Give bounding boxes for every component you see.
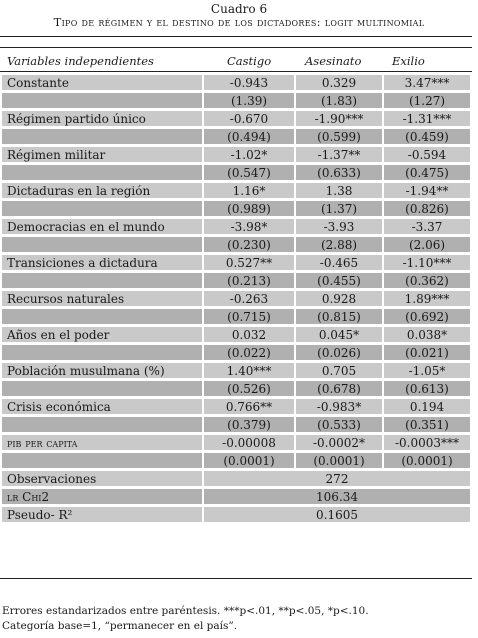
stat-row (2, 471, 470, 486)
stat-row (2, 507, 470, 522)
se-cell: (2.06) (384, 237, 470, 252)
se-cell: (0.213) (204, 273, 294, 288)
se-label-cell (2, 93, 202, 108)
coef-row (2, 147, 470, 162)
coef-cell: -0.00008 (204, 435, 294, 450)
se-row (2, 237, 470, 252)
coef-cell: -0.943 (204, 75, 294, 90)
variable-label: Población musulmana (%) (2, 363, 202, 378)
header-castigo: Castigo (227, 54, 272, 68)
coef-cell: 1.38 (296, 183, 382, 198)
coef-cell: 0.527** (204, 255, 294, 270)
se-cell: (0.230) (204, 237, 294, 252)
coef-cell: 0.329 (296, 75, 382, 90)
coef-cell: -1.10*** (384, 255, 470, 270)
variable-label: Transiciones a dictadura (2, 255, 202, 270)
variable-label: pib per capita (2, 435, 202, 450)
coef-cell: 1.16* (204, 183, 294, 198)
se-label-cell (2, 453, 202, 468)
se-row (2, 129, 470, 144)
se-label-cell (2, 201, 202, 216)
se-cell: (0.026) (296, 345, 382, 360)
se-label-cell (2, 345, 202, 360)
coef-cell: -0.0003*** (384, 435, 470, 450)
se-cell: (0.0001) (296, 453, 382, 468)
stat-value: 272 (204, 471, 470, 486)
se-cell: (0.633) (296, 165, 382, 180)
coef-cell: 0.038* (384, 327, 470, 342)
variable-label: Régimen militar (2, 147, 202, 162)
stat-row (2, 489, 470, 504)
bottom-rule (0, 578, 472, 579)
coef-cell: -1.90*** (296, 111, 382, 126)
footnote-1: Errores estandarizados entre paréntesis. ***p<.01, **p<.05, *p<.10. (2, 605, 369, 617)
coef-row (2, 183, 470, 198)
se-cell: (0.526) (204, 381, 294, 396)
coef-cell: 0.032 (204, 327, 294, 342)
se-row (2, 201, 470, 216)
se-cell: (0.0001) (384, 453, 470, 468)
se-label-cell (2, 237, 202, 252)
coef-row (2, 363, 470, 378)
se-cell: (0.475) (384, 165, 470, 180)
se-label-cell (2, 381, 202, 396)
variable-label: Dictaduras en la región (2, 183, 202, 198)
table-caption: Cuadro 6 (210, 2, 268, 16)
stat-value: 106.34 (204, 489, 470, 504)
table-title: Tipo de régimen y el destino de los dictadores: logit multinomial (53, 15, 425, 29)
se-label-cell (2, 417, 202, 432)
stat-value: 0.1605 (204, 507, 470, 522)
se-cell: (0.547) (204, 165, 294, 180)
se-cell: (1.83) (296, 93, 382, 108)
coef-row (2, 255, 470, 270)
coef-row (2, 327, 470, 342)
results-table (0, 72, 472, 525)
coef-cell: -3.98* (204, 219, 294, 234)
column-header-row (0, 51, 472, 71)
se-cell: (0.494) (204, 129, 294, 144)
coef-cell: -0.594 (384, 147, 470, 162)
coef-cell: -0.465 (296, 255, 382, 270)
coef-cell: -1.37** (296, 147, 382, 162)
variable-label: Democracias en el mundo (2, 219, 202, 234)
se-cell: (0.021) (384, 345, 470, 360)
stat-label: Observaciones (2, 471, 202, 486)
se-cell: (0.613) (384, 381, 470, 396)
se-cell: (0.815) (296, 309, 382, 324)
coef-cell: 0.045* (296, 327, 382, 342)
coef-row (2, 399, 470, 414)
variable-label: Años en el poder (2, 327, 202, 342)
se-cell: (0.826) (384, 201, 470, 216)
variable-label: Constante (2, 75, 202, 90)
se-cell: (0.678) (296, 381, 382, 396)
footnote-2: Categoría base=1, “permanecer en el país”. (2, 620, 238, 632)
coef-cell: -1.02* (204, 147, 294, 162)
coef-cell: -0.0002* (296, 435, 382, 450)
coef-cell: 0.766** (204, 399, 294, 414)
se-cell: (0.351) (384, 417, 470, 432)
se-cell: (0.362) (384, 273, 470, 288)
se-row (2, 381, 470, 396)
se-row (2, 165, 470, 180)
stat-label: Pseudo- R² (2, 507, 202, 522)
coef-cell: -0.670 (204, 111, 294, 126)
se-cell: (1.37) (296, 201, 382, 216)
se-row (2, 273, 470, 288)
header-asesinato: Asesinato (305, 54, 362, 68)
coef-cell: 0.705 (296, 363, 382, 378)
coef-cell: -1.31*** (384, 111, 470, 126)
coef-row (2, 291, 470, 306)
se-cell: (0.455) (296, 273, 382, 288)
top-rule-thin (0, 47, 472, 48)
coef-cell: 1.89*** (384, 291, 470, 306)
variable-label: Régimen partido único (2, 111, 202, 126)
variable-label: Recursos naturales (2, 291, 202, 306)
variable-label: Crisis económica (2, 399, 202, 414)
se-cell: (1.27) (384, 93, 470, 108)
coef-cell: -3.37 (384, 219, 470, 234)
coef-row (2, 219, 470, 234)
top-rule (0, 36, 472, 37)
coef-cell: -0.983* (296, 399, 382, 414)
coef-cell: -0.263 (204, 291, 294, 306)
se-cell: (0.533) (296, 417, 382, 432)
coef-cell: 1.40*** (204, 363, 294, 378)
se-cell: (2.88) (296, 237, 382, 252)
se-row (2, 309, 470, 324)
coef-cell: 0.194 (384, 399, 470, 414)
se-label-cell (2, 165, 202, 180)
stat-label: lr Chi2 (2, 489, 202, 504)
se-cell: (0.459) (384, 129, 470, 144)
se-cell: (0.022) (204, 345, 294, 360)
header-variables: Variables independientes (7, 54, 154, 68)
se-row (2, 93, 470, 108)
se-label-cell (2, 273, 202, 288)
coef-row (2, 111, 470, 126)
coef-cell: -1.05* (384, 363, 470, 378)
se-cell: (1.39) (204, 93, 294, 108)
header-exilio: Exilio (392, 54, 425, 68)
se-row (2, 453, 470, 468)
coef-cell: -1.94** (384, 183, 470, 198)
se-label-cell (2, 129, 202, 144)
se-cell: (0.599) (296, 129, 382, 144)
se-label-cell (2, 309, 202, 324)
coef-cell: 0.928 (296, 291, 382, 306)
coef-cell: -3.93 (296, 219, 382, 234)
se-cell: (0.379) (204, 417, 294, 432)
se-cell: (0.0001) (204, 453, 294, 468)
se-cell: (0.715) (204, 309, 294, 324)
coef-row (2, 435, 470, 450)
coef-cell: 3.47*** (384, 75, 470, 90)
se-cell: (0.692) (384, 309, 470, 324)
se-cell: (0.989) (204, 201, 294, 216)
se-row (2, 417, 470, 432)
coef-row (2, 75, 470, 90)
se-row (2, 345, 470, 360)
